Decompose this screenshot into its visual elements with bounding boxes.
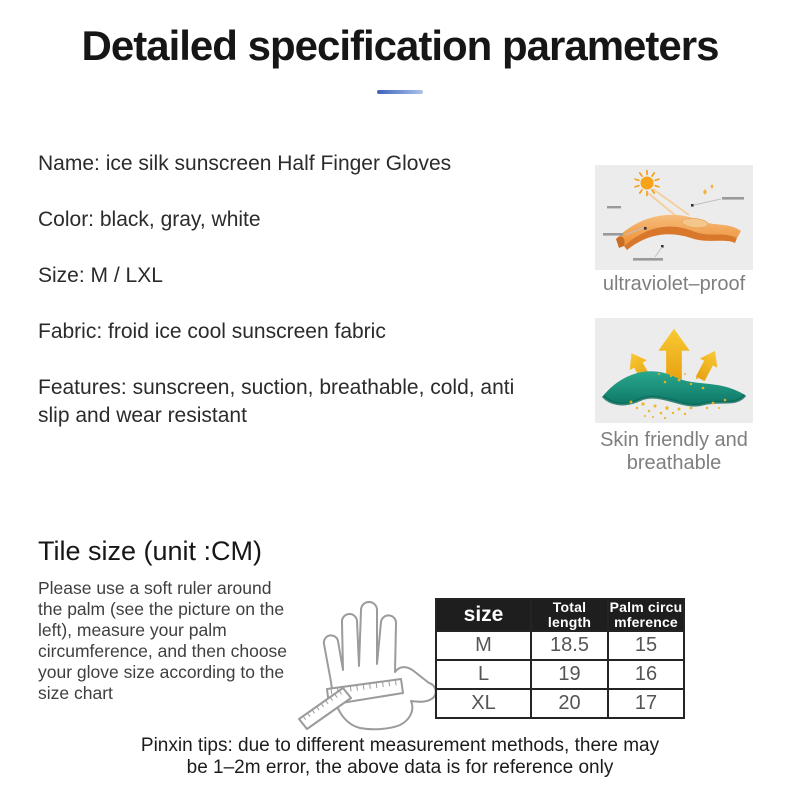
cell-total-length: 19 <box>531 660 608 689</box>
cell-total-length: 20 <box>531 689 608 718</box>
cell-size: M <box>436 631 531 660</box>
hand-with-ruler-illustration <box>298 590 438 732</box>
specification-list <box>38 150 550 458</box>
page-title: Detailed specification parameters <box>81 22 719 69</box>
breathable-fabric-icon <box>595 318 753 423</box>
uv-proof-illustration <box>595 165 753 270</box>
table-header-palm-circumference: Palm circu mference <box>609 599 683 630</box>
cell-palm-circumference: 16 <box>608 660 684 689</box>
footer-tip: Pinxin tips: due to different measurement methods, there may be 1–2m error, the above data is for reference only <box>140 735 660 778</box>
table-header-size: size <box>436 599 531 631</box>
uv-proof-caption: ultraviolet–proof <box>602 273 746 295</box>
cell-palm-circumference: 17 <box>608 689 684 718</box>
table-row <box>436 660 684 689</box>
table-row <box>436 689 684 718</box>
cell-size: XL <box>436 689 531 718</box>
spec-name: Name: ice silk sunscreen Half Finger Gloves <box>38 152 452 175</box>
spec-features: Features: sunscreen, suction, breathable, cold, anti slip and wear resistant <box>38 376 515 427</box>
tile-size-heading: Tile size (unit :CM) <box>38 536 263 566</box>
fabric-sheet <box>616 215 741 250</box>
uv-proof-fabric-icon <box>595 165 753 270</box>
spec-color: Color: black, gray, white <box>38 208 261 231</box>
hand-with-ruler-icon <box>298 590 438 732</box>
spec-size: Size: M / LXL <box>38 264 163 287</box>
title-accent-divider <box>377 90 423 94</box>
breathable-illustration <box>595 318 753 423</box>
cell-size: L <box>436 660 531 689</box>
sizing-instructions: Please use a soft ruler around the palm (see the picture on the left), measure your palm circumference, and then choose your glove size according to the size chart <box>38 578 288 703</box>
sparkle-icon <box>703 184 714 195</box>
table-header-row <box>436 599 684 631</box>
breathable-caption: Skin friendly and breathable <box>600 429 748 474</box>
table-header-total-length: Total length <box>531 599 608 631</box>
size-table <box>435 598 685 719</box>
cell-palm-circumference: 15 <box>608 631 684 660</box>
cell-total-length: 18.5 <box>531 631 608 660</box>
spec-fabric: Fabric: froid ice cool sunscreen fabric <box>38 320 386 343</box>
table-row <box>436 631 684 660</box>
